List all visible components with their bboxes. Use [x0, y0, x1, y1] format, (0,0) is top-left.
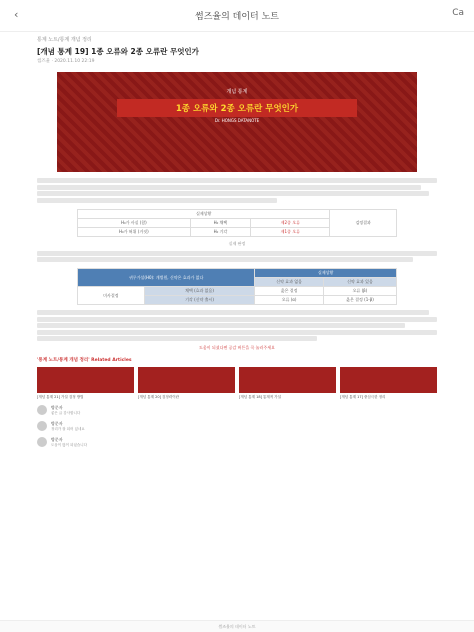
- comment-name: 방문자: [51, 437, 63, 442]
- share-icon[interactable]: Ca: [452, 8, 464, 18]
- breadcrumb[interactable]: 통계 노트/통계 개념 정리: [37, 37, 92, 43]
- body-paragraph: [37, 310, 437, 341]
- comments: [37, 405, 437, 448]
- table-cell: 기각 (신약 출시): [144, 296, 255, 305]
- top-bar: [0, 0, 474, 32]
- related-item[interactable]: [37, 367, 134, 400]
- table-cell: 옳은 결정 (1-β): [323, 296, 396, 305]
- banner-title: 1종 오류와 2종 오류란 무엇인가: [117, 99, 357, 117]
- avatar: [37, 421, 47, 431]
- table-cell: H₀가 허위 (거짓): [78, 227, 191, 236]
- bottom-bar: 썸즈율의 데이터 노트: [0, 620, 474, 632]
- table-cell: 신약 효과 없음: [255, 278, 324, 287]
- mid-paragraph: [37, 251, 437, 263]
- table-cell: 제2종 오류: [251, 218, 330, 227]
- table-cell: H₀가 사실 (참): [78, 218, 191, 227]
- thumbnail: [37, 367, 134, 393]
- intro-paragraph: [37, 178, 437, 203]
- comment-text: 도움이 많이 되었습니다: [51, 443, 88, 447]
- avatar: [37, 405, 47, 415]
- table-cell: 신약 효과 있음: [323, 278, 396, 287]
- page-title: [개념 통계 19] 1종 오류와 2종 오류란 무엇인가: [37, 47, 199, 56]
- avatar: [37, 437, 47, 447]
- comment-text: 좋은 글 감사합니다: [51, 411, 81, 415]
- related-caption: [개념 통계 21] 가설 검정 방법: [37, 395, 84, 399]
- related-item[interactable]: [340, 367, 437, 400]
- decision-table: [77, 268, 397, 305]
- related-articles: [37, 367, 437, 400]
- comment-name: 방문자: [51, 405, 63, 410]
- banner-category: 개념 통계: [226, 89, 248, 95]
- blog-title[interactable]: 썸즈율의 데이터 노트: [195, 12, 279, 22]
- comment: [37, 421, 437, 432]
- related-caption: [개념 통계 20] 검정력이란: [138, 395, 179, 399]
- post-content: [37, 36, 437, 448]
- related-caption: [개념 통계 18] 통계적 가설: [239, 395, 282, 399]
- post-banner: [57, 72, 417, 172]
- error-table: [77, 209, 397, 237]
- table-cell: 옳은 결정: [255, 287, 324, 296]
- thumbnail: [138, 367, 235, 393]
- decision-head-right: 실제상황: [255, 269, 397, 278]
- table-cell: 제1종 오류: [251, 227, 330, 236]
- comment: [37, 405, 437, 416]
- post-meta: 썸즈율 · 2020.11.10 22:19: [37, 59, 95, 64]
- table-right: 검정결과: [330, 209, 397, 236]
- related-title: '통계 노트/통계 개념 정리' Related Articles: [37, 358, 132, 363]
- decision-head-left: 귀무가설(H0): 개별원, 신약은 효과가 없다: [78, 269, 255, 287]
- banner-author: Dr. HONGS DATANOTE: [214, 118, 260, 123]
- thumbnail: [239, 367, 336, 393]
- thumbnail: [340, 367, 437, 393]
- table-cell: 채택 (효과 없음): [144, 287, 255, 296]
- table-caption: 실제 판정: [228, 240, 246, 246]
- table-cell: H₀ 채택: [190, 218, 251, 227]
- comment-text: 정리가 잘 되어 있네요: [51, 427, 85, 431]
- related-item[interactable]: [239, 367, 336, 400]
- table-cell: 오류 (β): [323, 287, 396, 296]
- like-note: 도움이 되셨다면 공감 버튼을 꾹 눌러주세요: [199, 345, 275, 350]
- table-head: 실제상황: [78, 209, 330, 218]
- related-item[interactable]: [138, 367, 235, 400]
- table-cell: 미사결정: [78, 287, 145, 305]
- table-cell: H₀ 기각: [190, 227, 251, 236]
- comment: [37, 437, 437, 448]
- comment-name: 방문자: [51, 421, 63, 426]
- table-cell: 오류 (α): [255, 296, 324, 305]
- related-caption: [개념 통계 17] 중심극한 정리: [340, 395, 386, 399]
- chevron-left-icon[interactable]: ‹: [14, 8, 19, 21]
